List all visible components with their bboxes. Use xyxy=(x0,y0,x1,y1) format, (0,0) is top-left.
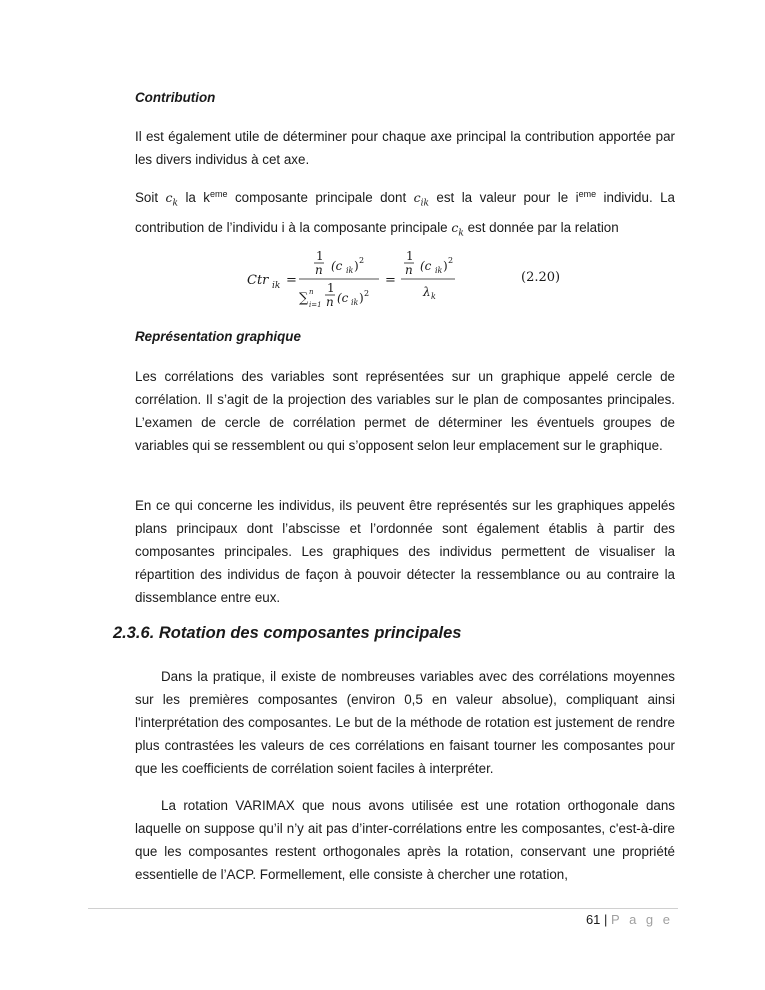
eq-num-cik: (c xyxy=(331,259,343,273)
ck-symbol-2: $c_k$ xyxy=(451,219,464,238)
cik-symbol: $c_{ik}$ xyxy=(413,190,429,209)
eq-num-one: 1 xyxy=(316,249,324,263)
eq-num-close: ) xyxy=(354,259,359,273)
eq-ctr: Ctr xyxy=(247,273,269,288)
eq-r-cik: (c xyxy=(420,259,432,273)
eq-num-n: n xyxy=(315,263,323,277)
eq-sum: ∑ xyxy=(299,291,309,306)
page-number: 61 xyxy=(585,912,601,927)
page-footer xyxy=(586,912,673,927)
eq-lambda: λ xyxy=(423,285,431,299)
eq-lambda-sub: k xyxy=(431,292,436,301)
footer-separator: | xyxy=(600,912,612,927)
paragraph-contribution-intro: Il est également utile de déterminer pour chaque axe principal la contribution apportée par les divers individus à cet axe. xyxy=(135,129,675,167)
paragraph-varimax: La rotation VARIMAX que nous avons utilisée est une rotation orthogonale dans laquelle on suppose qu’il n’y ait pas d’inter-corrélations entre les composantes, c'est-à-dire que les composantes restent orthogonales après la rotation, conservant une propriété essentielle de l’ACP. Formellement, elle consiste à chercher une rotation, xyxy=(135,798,675,882)
contribution-equation xyxy=(235,246,465,316)
paragraph-contribution-def: Soit $c_k$ la $k^{eme}$ composante principale dont $c_{ik}$ est la valeur pour le $i^{eme}$ individu. La contribution de l’individu i à la composante principale $c_k$ est donnée par la relation xyxy=(135,189,675,238)
eq-num-cik-sub: ik xyxy=(346,266,354,275)
eq-r-sq: 2 xyxy=(448,256,454,265)
eq-den-close: ) xyxy=(359,291,364,305)
section-heading-rotation: 2.3.6. Rotation des composantes principales xyxy=(113,624,462,642)
paragraph-correlations: Les corrélations des variables sont représentées sur un graphique appelé cercle de corrélation. Il s’agit de la projection des variables sur le plan de composantes principales. L’examen de cercle de corrélation permet de déterminer les éventuels groupes de variables qui se ressemblent ou qui s’opposent selon leur emplacement sur le graphique. xyxy=(135,369,675,453)
ck-symbol: $c_k$ xyxy=(165,190,178,209)
eq-den-cik-sub: ik xyxy=(351,298,359,307)
eq-ctr-sub: ik xyxy=(272,281,281,291)
eq-num-sq: 2 xyxy=(359,256,365,265)
eq-den-one: 1 xyxy=(327,281,335,295)
equation-number: (2.20) xyxy=(521,270,561,285)
paragraph-rotation-intro: Dans la pratique, il existe de nombreuses variables avec des corrélations moyennes sur les premières composantes (environ 0,5 en valeur absolue), compliquant ainsi l'interprétation des composantes. Le but de la méthode de rotation est justement de rendre plus contrastées les valeurs de ces corrélations en faisant tourner les composantes pour que les coefficients de corrélation soient faciles à interpréter. xyxy=(135,669,675,776)
eq-den-cik: (c xyxy=(337,291,349,305)
eq-r-cik-sub: ik xyxy=(435,266,443,275)
heading-contribution: Contribution xyxy=(135,90,216,105)
eq-sum-bot: i=1 xyxy=(309,301,322,309)
eq-r-n: n xyxy=(405,263,413,277)
footer-divider xyxy=(88,908,678,909)
eq-sum-top: n xyxy=(309,288,314,296)
paragraph-individus: En ce qui concerne les individus, ils peuvent être représentés sur les graphiques appelés plans principaux dont l’abscisse et l’ordonnée sont également établis à partir des composantes principales. Les graphiques des individus permettent de visualiser la répartition des individus de façon à pouvoir détecter la ressemblance ou au contraire la dissemblance entre eux. xyxy=(135,498,675,605)
heading-representation: Représentation graphique xyxy=(135,329,301,344)
eq-r-close: ) xyxy=(443,259,448,273)
eq-equals-1: = xyxy=(286,273,297,288)
eq-den-sq: 2 xyxy=(364,289,370,298)
page-label: P a g e xyxy=(611,912,673,927)
eq-den-n: n xyxy=(326,295,334,309)
eq-r-one: 1 xyxy=(406,249,414,263)
eq-equals-2: = xyxy=(385,273,396,288)
